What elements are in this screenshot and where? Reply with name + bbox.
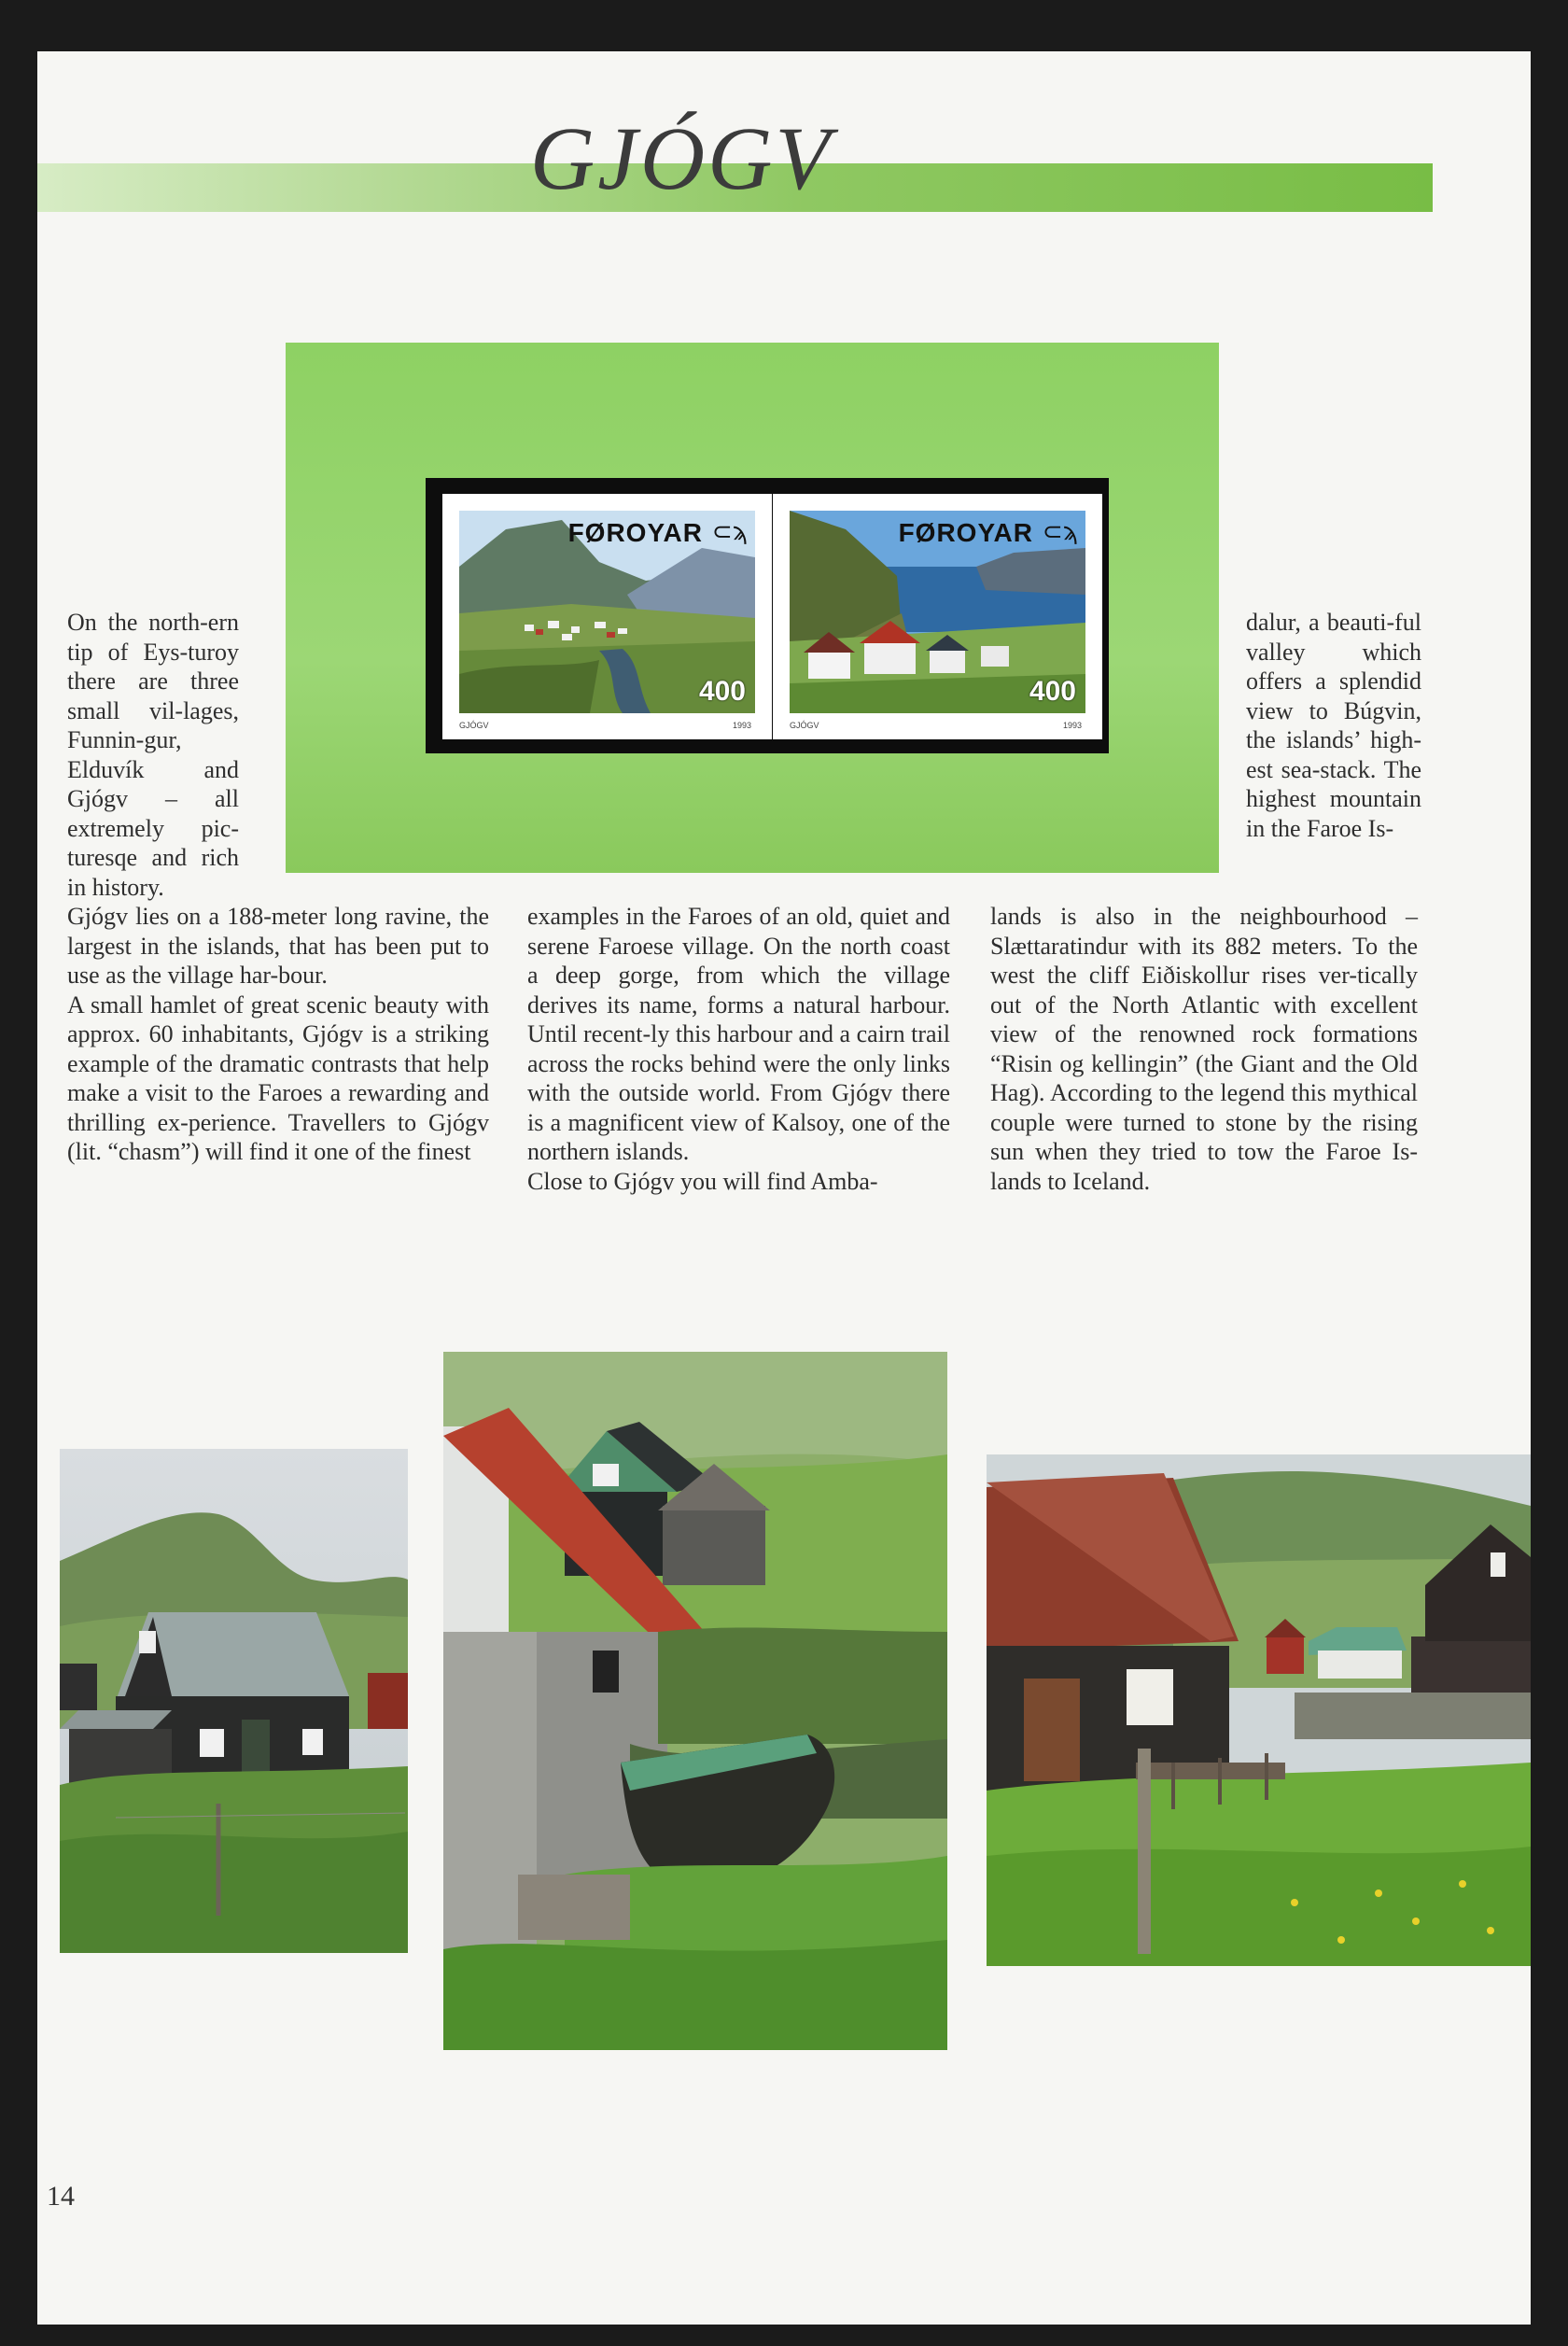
page-number: 14 bbox=[47, 2181, 75, 2212]
stamp-1-country: FØROYAR bbox=[567, 518, 703, 547]
posthorn-icon: ⊂ϡ bbox=[1042, 518, 1078, 546]
column-2-paragraph-1: examples in the Faroes of an old, quiet and serene Faroese village. On the north coast a deep gorge, from which the village derives its name, forms a natural harbour. Until recent-ly this harbour and a cairn trail across the rocks behind were the only links with the outside world. From Gjógv there is a magnificent view of Kalsoy, one of the northern islands. bbox=[527, 903, 950, 1165]
stamp-2-value: 400 bbox=[1029, 676, 1076, 707]
stamp-1-caption: GJÓGV bbox=[459, 721, 489, 730]
page-title: GJÓGV bbox=[529, 108, 833, 208]
stamp-1-year: 1993 bbox=[732, 721, 751, 730]
intro-paragraph: On the north-ern tip of Eys-turoy there are three small vil-lages, Funnin-gur, Elduvík and Gjógv – all extremely pic-turesqe and rich in history. bbox=[67, 609, 239, 901]
stamp-2-country: FØROYAR bbox=[898, 518, 1033, 547]
posthorn-icon: ⊂ϡ bbox=[711, 518, 748, 546]
photo-red-roof-houses bbox=[987, 1454, 1531, 1966]
column-3-narrow bbox=[1246, 608, 1421, 843]
column-2 bbox=[527, 902, 950, 1196]
column-1 bbox=[67, 902, 489, 1167]
stamp-2-year: 1993 bbox=[1062, 721, 1082, 730]
stamp-2 bbox=[777, 498, 1099, 736]
stamp-1 bbox=[446, 498, 768, 736]
column-3-narrow-paragraph: dalur, a beauti-ful valley which offers a splendid view to Búgvin, the islands’ high-est sea-stack. The highest mountain in the Faroe Is- bbox=[1246, 609, 1421, 842]
photo-black-house bbox=[60, 1449, 408, 1953]
intro-narrow-text bbox=[67, 608, 239, 902]
column-1-paragraph-1: Gjógv lies on a 188-meter long ravine, the largest in the islands, that has been put to use as the village har-bour. bbox=[67, 903, 489, 989]
column-3-paragraph-1: lands is also in the neighbourhood – Slættaratindur with its 882 meters. To the west the cliff Eiðiskollur rises ver-tically out of the North Atlantic with excellent view of the renowned rock formations “Risin og kellingin” (the Giant and the Old Hag). According to the legend this mythical couple were turned to stone by the rising sun when they tried to tow the Faroe Is-lands to Iceland. bbox=[990, 903, 1418, 1195]
stamp-2-caption: GJÓGV bbox=[790, 721, 819, 730]
photo-boat-village bbox=[443, 1352, 947, 2050]
column-1-paragraph-2: A small hamlet of great scenic beauty with approx. 60 inhabitants, Gjógv is a striking example of the dramatic contrasts that help make a visit to the Faroes a rewarding and thrilling ex-perience. Travellers to Gjógv (lit. “chasm”) will find it one of the finest bbox=[67, 990, 489, 1165]
stamp-1-value: 400 bbox=[698, 676, 746, 707]
column-3 bbox=[990, 902, 1418, 1196]
column-2-paragraph-2: Close to Gjógv you will find Amba- bbox=[527, 1167, 878, 1195]
